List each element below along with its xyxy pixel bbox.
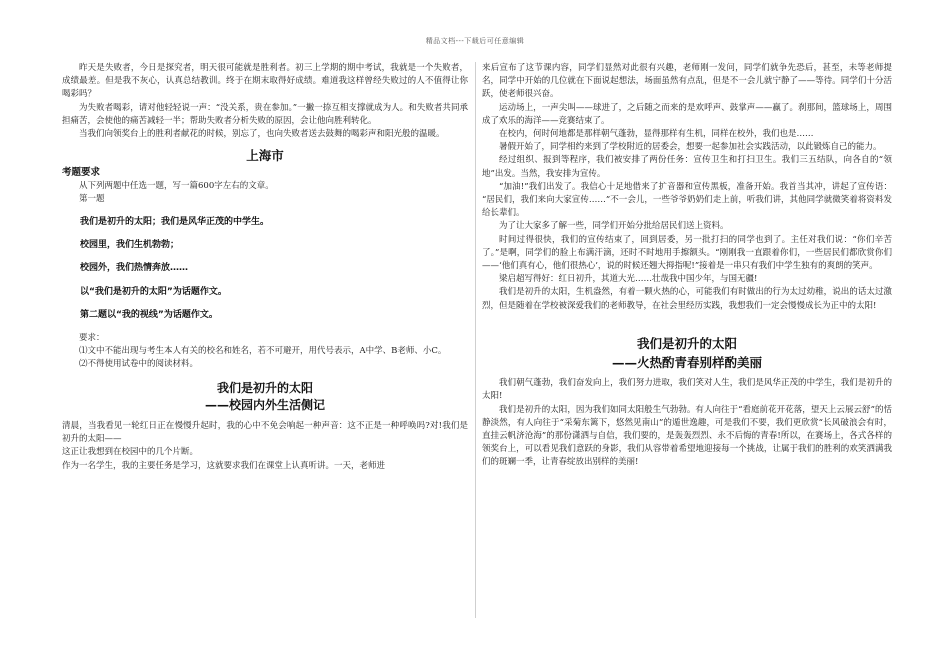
paragraph: 经过组织、报到等程序，我们被安排了两份任务：宣传卫生和打扫卫生。我们三五结队，向各自的“领地”出发。当然，我安排为宣传。 [482, 155, 892, 179]
paragraph: 从下列两题中任选一题，写一篇600字左右的文章。 [79, 180, 274, 191]
paragraph: 梁启超写得好：红日初升，其道大光……壮哉我中国少年，与国无疆! [499, 274, 758, 285]
paragraph: 时间过得很快，我们的宣传结束了，回到居委，另一批打扫的同学也到了。主任对我们说：“你们辛苦了。”是啊，同学们的脸上布满汗滴，还时不时地用手擦额头。“刚刚我一直跟着你们，一些居民们都欣赏你们——‘他们真有心，他们很热心’，说的时候还翘大拇指呢!”接着是一串只有我们中学生独有的爽朗的笑声。 [482, 234, 892, 272]
prompt-line: 校园里，我们生机勃勃； [80, 240, 180, 251]
paragraph: 昨天是失败者，今日是探究者，明天很可能就是胜利者。初三上学期的期中考试，我就是一个失败者，成绩最差。但是我不灰心，认真总结教训。终于在期末取得好成绩。难道我这样曾经失败过的人不值得让你喝彩吗？ [62, 63, 468, 100]
prompt-line: 第二题以“我的视线”为话题作文。 [80, 309, 218, 320]
paragraph: 为了让大家多了解一些，同学们开始分批给居民们送上资料。 [499, 221, 729, 232]
city-heading: 上海市 [246, 148, 284, 164]
paragraph: 为失败者喝彩，请对他轻轻说一声：“没关系，贵在参加。”一撇一捺互相支撑就成为人。和失败者共同承担痛苦，会使他的痛苦减轻一半；帮助失败者分析失败的原因，会让他向胜利转化。 [62, 102, 468, 126]
essay-title: 我们是初升的太阳 [216, 380, 313, 395]
paragraph: “加油!”我们出发了。我信心十足地借来了扩音器和宣传黑板，准备开始。我首当其冲，讲起了宣传语： “居民们，我们来向大家宣传……”不一会儿，一些爷爷奶奶们走上前，听我们讲，其他同学就微笑着将资料发给长辈们。 [482, 181, 892, 219]
question-label: 第一题 [79, 193, 105, 204]
left-column [62, 62, 468, 473]
essay-subtitle: ——校园内外生活侧记 [204, 397, 325, 412]
paragraph: 来后宣布了这节课内容，同学们显然对此很有兴趣，老师刚一发问，同学们就争先恐后，甚至，未等老师提名，同学中开始的几位就在下面说起想法，场面虽然有点乱，但是不一会儿就宁静了——等待。同学们十分活跃，使老师很兴奋。 [482, 63, 892, 100]
essay-subtitle: ——火热酌青春别样酌美丽 [611, 355, 762, 371]
requirements-label: 考题要求 [62, 167, 101, 179]
prompt-line: 以“我们是初升的太阳”为话题作文。 [80, 286, 227, 297]
prompt-line: 校园外，我们热情奔放…… [80, 263, 189, 274]
paragraph: 当我们向领奖台上的胜利者献花的时候，别忘了，也向失败者送去鼓舞的喝彩声和阳光般的温暖。 [79, 129, 445, 140]
paragraph: 我们朝气蓬勃，我们奋发向上，我们努力进取，我们笑对人生，我们是风华正茂的中学生，我们是初升的太阳! [482, 378, 892, 402]
essay-title: 我们是初升的太阳 [636, 335, 737, 351]
right-column [482, 62, 892, 470]
paragraph: 暑假开始了，同学相约来到了学校附近的居委会，想要一起参加社会实践活动，以此锻炼自己的能力。 [499, 142, 882, 153]
requirement-item: ⑵不得使用试卷中的阅读材料。 [79, 359, 199, 370]
paragraph: 在校内，何时何地都是那样朝气蓬勃，显得那样有生机，同样在校外，我们也是…… [499, 129, 814, 140]
prompt-line: 我们是初升的太阳；我们是风华正茂的中学生。 [80, 217, 270, 228]
paragraph: 作为一名学生，我的主要任务是学习，这就要求我们在课堂上认真听讲。一天，老师进 [62, 460, 386, 471]
paragraph: 我们是初升的太阳，生机盎然，有着一颗火热的心，可能我们有时做出的行为太过幼稚，说出的话太过激烈，但是随着在学校被深爱我们的老师教导，在社会里经历实践，我想我们一定会慢慢成长为正中的太阳! [482, 287, 892, 311]
requirements-heading: 要求： [79, 333, 105, 344]
column-divider [475, 62, 476, 618]
paragraph: 运动场上，一声尖叫——球进了，之后随之而来的是欢呼声、鼓掌声——赢了。刹那间，篮球场上，周围成了欢乐的海洋——竞赛结束了。 [482, 102, 892, 126]
page-header: 精品文档---下载后可任意编辑 [425, 37, 525, 45]
requirement-item: ⑴文中不能出现与考生本人有关的校名和姓名，若不可避开，用代号表示，A中学、B老师、小C。 [79, 346, 447, 357]
paragraph: 这正让我想到在校园中的几个片断。 [62, 447, 199, 458]
paragraph: 我们是初升的太阳，因为我们如同太阳般生气勃勃。有人向往于“看庭前花开花落，望天上云展云舒”的恬静淡然，有人向往于“采菊东篱下，悠然见南山”的遁世逸趣，可是我们不要，我们更欣赏“长风破浪会有时，直挂云帆济沧海”的那份潇洒与自信，我们要的，是轰轰烈烈、永不后悔的青春!所以，在赛场上，各式各样的领奖台上，可以看见我们意跃的身影，我们从容带着希望地迎接每一个挑战，让属于我们的胜利的欢笑洒满我们的斑斓一季，让青春绽放出别样的美丽! [482, 404, 892, 468]
paragraph: 清晨，当我看见一轮红日正在慢慢升起时，我的心中不免会响起一种声音：这不正是一种呼唤吗?对!我们是初升的太阳—— [62, 421, 468, 445]
